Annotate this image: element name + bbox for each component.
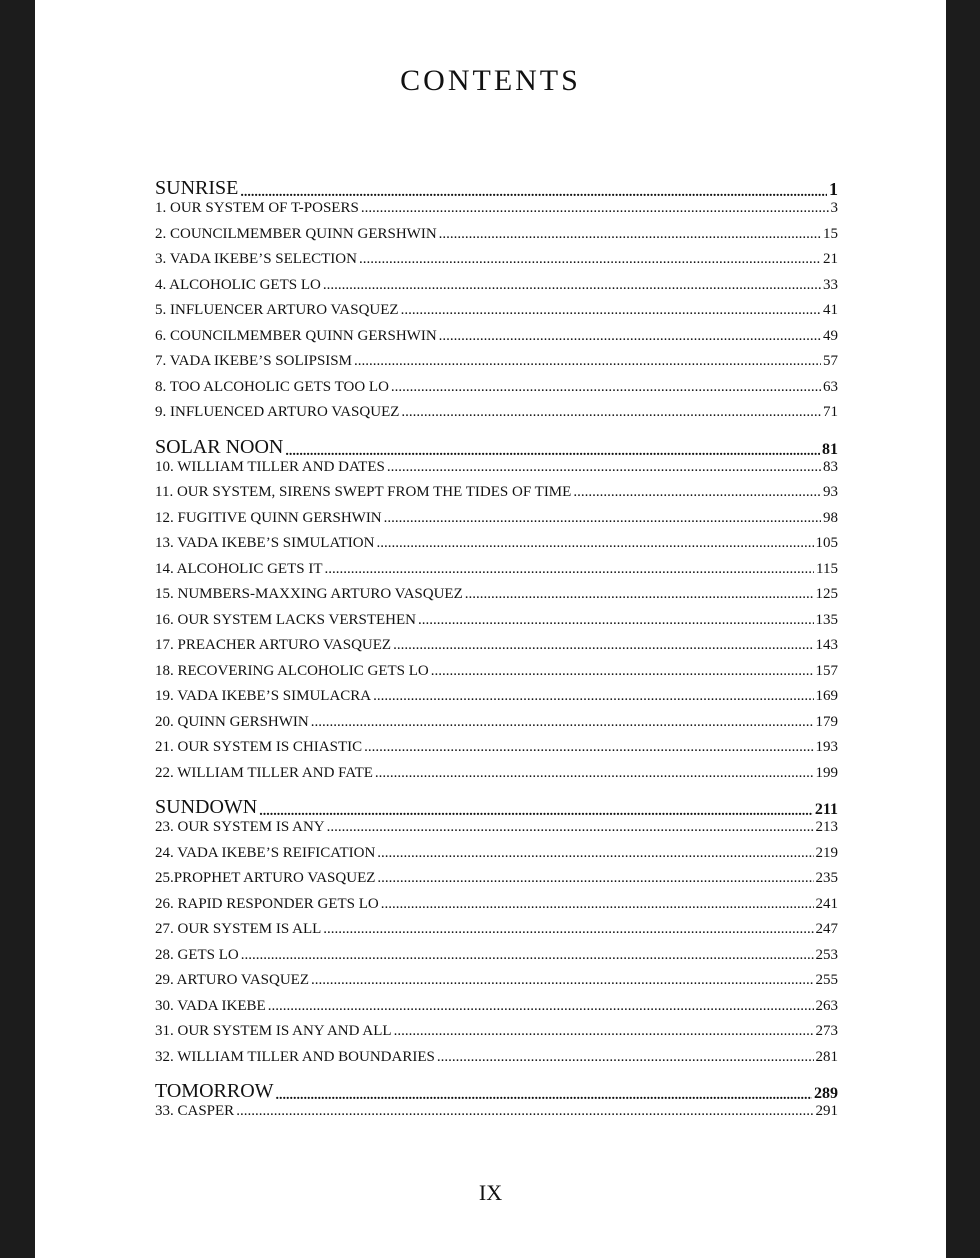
toc-chapter (155, 612, 838, 638)
toc-chapter (155, 739, 838, 765)
toc-chapter (155, 714, 838, 740)
dot-leader (439, 329, 821, 344)
chapter-title: 20. QUINN GERSHWIN (155, 713, 309, 730)
dot-leader (311, 973, 814, 988)
dot-leader (384, 511, 821, 526)
chapter-title: 13. VADA IKEBE’S SIMULATION (155, 535, 375, 551)
toc-chapter (155, 200, 838, 226)
toc-chapter (155, 535, 838, 561)
page-ref: 15 (823, 225, 838, 242)
dot-leader (381, 897, 814, 912)
toc-chapter (155, 302, 838, 328)
chapter-title: 32. WILLIAM TILLER AND BOUNDARIES (155, 1048, 435, 1065)
page-ref: 71 (823, 404, 838, 420)
dot-leader (240, 186, 827, 200)
page-ref: 125 (815, 586, 838, 602)
page-ref: 83 (823, 458, 838, 475)
toc-chapter (155, 870, 838, 896)
chapter-title: 33. CASPER (155, 1103, 235, 1119)
page-ref: 21 (823, 251, 838, 267)
chapter-title: 14. ALCOHOLIC GETS IT (155, 560, 323, 577)
dot-leader (323, 278, 821, 293)
dot-leader (465, 587, 814, 602)
page-ref: 247 (815, 921, 838, 937)
toc-chapter (155, 328, 838, 354)
toc-chapter (155, 1049, 838, 1075)
toc-chapter (155, 226, 838, 252)
dot-leader (377, 846, 813, 861)
dot-leader (323, 922, 813, 937)
page-title: CONTENTS (400, 64, 581, 97)
dot-leader (376, 536, 813, 551)
section-title: SOLAR NOON (155, 435, 284, 458)
toc-section (155, 1074, 838, 1103)
chapter-title: 25.PROPHET ARTURO VASQUEZ (155, 870, 376, 886)
chapter-title: 22. WILLIAM TILLER AND FATE (155, 764, 373, 781)
page-ref: 3 (830, 200, 838, 216)
toc-chapter (155, 688, 838, 714)
dot-leader (439, 227, 821, 242)
toc-chapter (155, 819, 838, 845)
chapter-title: 29. ARTURO VASQUEZ (155, 972, 309, 988)
dot-leader (393, 638, 813, 653)
section-title: TOMORROW (155, 1080, 274, 1102)
dot-leader (276, 1089, 812, 1103)
chapter-title: 15. NUMBERS-MAXXING ARTURO VASQUEZ (155, 586, 463, 602)
page-ref: 105 (815, 535, 838, 551)
page-ref: 219 (815, 844, 838, 861)
toc-chapter (155, 921, 838, 947)
page-number: IX (478, 1180, 503, 1205)
dot-leader (259, 805, 813, 819)
chapter-title: 3. VADA IKEBE’S SELECTION (155, 251, 357, 267)
toc-chapter (155, 637, 838, 663)
section-title: SUNDOWN (155, 796, 258, 818)
page-ref: 1 (829, 179, 838, 199)
chapter-title: 27. OUR SYSTEM IS ALL (155, 921, 322, 937)
toc-chapter (155, 561, 838, 587)
dot-leader (285, 445, 820, 459)
page-ref: 193 (815, 739, 838, 755)
page-ref: 115 (816, 560, 838, 577)
chapter-title: 18. RECOVERING ALCOHOLIC GETS LO (155, 662, 429, 679)
chapter-title: 6. COUNCILMEMBER QUINN GERSHWIN (155, 327, 437, 344)
page-ref: 263 (815, 997, 838, 1014)
dot-leader (418, 613, 814, 628)
chapter-title: 17. PREACHER ARTURO VASQUEZ (155, 637, 392, 653)
chapter-title: 5. INFLUENCER ARTURO VASQUEZ (155, 302, 399, 318)
toc-chapter (155, 765, 838, 791)
toc-section (155, 790, 838, 819)
page-ref: 179 (815, 713, 838, 730)
chapter-title: 2. COUNCILMEMBER QUINN GERSHWIN (155, 225, 437, 242)
dot-leader (361, 201, 829, 216)
chapter-title: 8. TOO ALCOHOLIC GETS TOO LO (155, 378, 389, 395)
page-ref: 169 (815, 688, 838, 704)
page-ref: 81 (822, 440, 838, 458)
dot-leader (394, 1024, 814, 1039)
page-ref: 157 (815, 662, 838, 679)
chapter-title: 24. VADA IKEBE’S REIFICATION (155, 844, 376, 861)
section-title: SUNRISE (155, 177, 239, 199)
page-ref: 281 (815, 1048, 838, 1065)
page-ref: 255 (815, 972, 838, 988)
chapter-title: 12. FUGITIVE QUINN GERSHWIN (155, 509, 382, 526)
chapter-title: 10. WILLIAM TILLER AND DATES (155, 458, 385, 475)
dot-leader (325, 562, 815, 577)
dot-leader (359, 252, 821, 267)
page-ref: 49 (823, 327, 838, 344)
page-ref: 273 (815, 1023, 838, 1039)
toc-section (155, 172, 838, 200)
page-ref: 135 (815, 611, 838, 628)
table-of-contents (155, 172, 838, 1129)
page-ref: 235 (815, 870, 838, 886)
toc-chapter (155, 459, 838, 485)
dot-leader (375, 766, 814, 781)
chapter-title: 16. OUR SYSTEM LACKS VERSTEHEN (155, 611, 416, 628)
dot-leader (268, 999, 814, 1014)
page-ref: 33 (823, 276, 838, 293)
dot-leader (437, 1050, 814, 1065)
page-ref: 241 (815, 895, 838, 912)
page-ref: 98 (823, 509, 838, 526)
toc-chapter (155, 251, 838, 277)
toc-chapter (155, 277, 838, 303)
chapter-title: 21. OUR SYSTEM IS CHIASTIC (155, 739, 363, 755)
toc-chapter (155, 663, 838, 689)
chapter-title: 23. OUR SYSTEM IS ANY (155, 819, 325, 835)
page-ref: 63 (823, 378, 838, 395)
page-ref: 211 (814, 801, 838, 818)
toc-chapter (155, 586, 838, 612)
dot-leader (391, 380, 821, 395)
toc-chapter (155, 896, 838, 922)
toc-chapter (155, 379, 838, 405)
toc-chapter (155, 484, 838, 510)
chapter-title: 26. RAPID RESPONDER GETS LO (155, 895, 379, 912)
toc-chapter (155, 947, 838, 973)
dot-leader (241, 948, 814, 963)
chapter-title: 4. ALCOHOLIC GETS LO (155, 276, 321, 293)
page-ref: 93 (823, 484, 838, 500)
toc-chapter (155, 1023, 838, 1049)
page-ref: 289 (814, 1085, 838, 1102)
toc-chapter (155, 845, 838, 871)
page-ref: 143 (815, 637, 838, 653)
chapter-title: 7. VADA IKEBE’S SOLIPSISM (155, 353, 352, 369)
toc-chapter (155, 1103, 838, 1129)
chapter-title: 9. INFLUENCED ARTURO VASQUEZ (155, 404, 400, 420)
chapter-title: 28. GETS LO (155, 946, 239, 963)
chapter-title: 19. VADA IKEBE’S SIMULACRA (155, 688, 372, 704)
page-ref: 57 (823, 353, 838, 369)
dot-leader (573, 485, 821, 500)
dot-leader (236, 1104, 813, 1119)
toc-chapter (155, 510, 838, 536)
page-ref: 291 (815, 1103, 838, 1119)
dot-leader (401, 303, 821, 318)
toc-chapter (155, 353, 838, 379)
dot-leader (377, 871, 813, 886)
dot-leader (387, 460, 821, 475)
page-ref: 199 (815, 764, 838, 781)
dot-leader (431, 664, 814, 679)
dot-leader (364, 740, 813, 755)
dot-leader (401, 405, 821, 420)
toc-chapter (155, 404, 838, 430)
dot-leader (327, 820, 814, 835)
toc-section (155, 430, 838, 459)
page-ref: 213 (815, 819, 838, 835)
toc-chapter (155, 972, 838, 998)
dot-leader (373, 689, 813, 704)
chapter-title: 31. OUR SYSTEM IS ANY AND ALL (155, 1023, 392, 1039)
dot-leader (354, 354, 821, 369)
page-ref: 41 (823, 302, 838, 318)
toc-chapter (155, 998, 838, 1024)
chapter-title: 30. VADA IKEBE (155, 997, 266, 1014)
chapter-title: 1. OUR SYSTEM OF T-POSERS (155, 200, 359, 216)
page-ref: 253 (815, 946, 838, 963)
dot-leader (311, 715, 814, 730)
chapter-title: 11. OUR SYSTEM, SIRENS SWEPT FROM THE TIDES OF TIME (155, 484, 572, 500)
book-page (35, 0, 946, 1258)
